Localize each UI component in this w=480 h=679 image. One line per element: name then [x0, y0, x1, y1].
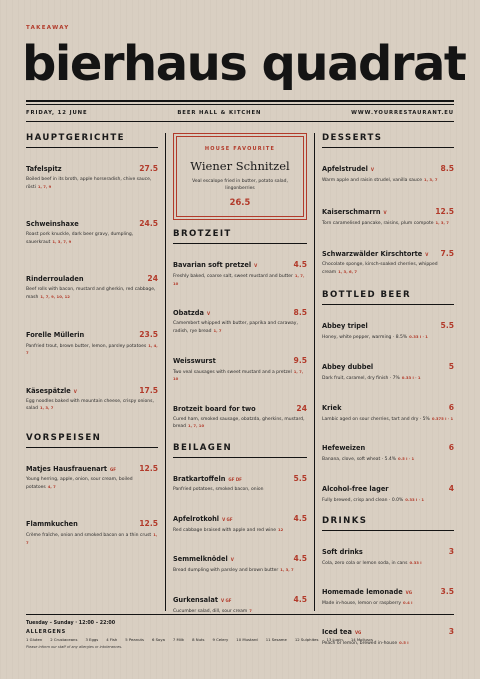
house-favourite-desc: Veal escalope fried in butter, potato salad, lingonberries: [192, 179, 288, 191]
allergen-codes: 1, 7: [213, 327, 222, 333]
allergen-codes: 1, 3, 7, 9: [52, 238, 72, 244]
house-favourite-inner: [176, 136, 304, 217]
menu-item-name: Alcohol-free lager: [322, 484, 389, 493]
house-favourite-label: HOUSE FAVOURITE: [204, 146, 276, 152]
menu-item-title: [322, 395, 341, 414]
menu-item-desc: [173, 321, 307, 335]
menu-item-desc-text: Beef rolls with bacon, mustard and gherkin, red cabbage, mash: [26, 287, 156, 300]
menu-item-desc: [322, 560, 454, 568]
section-heading-hauptgerichte: HAUPTGERICHTE: [26, 133, 158, 148]
menu-item-price: 12.5: [139, 519, 158, 529]
menu-item[interactable]: [173, 466, 307, 494]
menu-item-desc: [26, 343, 158, 358]
section-heading-vorspeisen: VORSPEISEN: [26, 433, 158, 448]
menu-item-row: [26, 456, 158, 475]
allergen-entry: 1 Gluten: [26, 637, 43, 642]
menu-item-row: [322, 354, 454, 373]
menu-item-row: [173, 348, 307, 367]
menu-item-desc-text: Panfried potatoes, smoked bacon, onion: [173, 486, 264, 492]
allergen-list: [26, 637, 454, 642]
house-favourite-name: Wiener Schnitzel: [190, 159, 290, 173]
menu-item-desc: [322, 334, 454, 342]
menu-item-desc-text: Warm apple and raisin strudel, vanilla sauce: [322, 178, 423, 183]
menu-item-desc: [173, 527, 307, 535]
eyebrow-label: TAKEAWAY: [26, 25, 70, 31]
menu-item-price: 27.5: [139, 164, 158, 173]
menu-item-row: [26, 156, 158, 175]
column-right: [322, 133, 454, 658]
menu-item-price: 24.5: [139, 219, 158, 229]
menu-item-name: Semmelknödel: [173, 555, 228, 564]
section-heading-beilagen: BEILAGEN: [173, 443, 307, 458]
menu-item-name: Soft drinks: [322, 548, 363, 557]
allergen-entry: 3 Eggs: [85, 637, 99, 642]
menu-item-title: [26, 511, 78, 530]
menu-item-desc-text: Young herring, apple, onion, sour cream, boiled potatoes: [26, 476, 133, 490]
menu-item-desc: [26, 287, 158, 301]
menu-item[interactable]: [173, 506, 307, 535]
menu-item-price: 4.5: [293, 554, 307, 564]
menu-item-desc-text: Freshly baked, coarse salt, sweet mustard and butter: [173, 274, 293, 280]
date-label: FRIDAY, 12 JUNE: [26, 110, 88, 116]
menu-item-desc-text: Peach or lemon, brewed in-house: [322, 640, 398, 646]
menu-item[interactable]: [322, 395, 454, 424]
menu-item-name: Kaiserschmarrn: [322, 207, 381, 216]
menu-item-row: [322, 579, 454, 598]
menu-item-price: 5.5: [440, 321, 454, 331]
menu-item-price: 3: [448, 547, 454, 557]
menu-item-name: Käsespätzle: [26, 386, 71, 395]
menu-item-desc: [322, 600, 454, 608]
menu-item-desc-text: Honey, white pepper, warming · 8.5%: [322, 335, 408, 341]
menu-item[interactable]: [322, 476, 454, 505]
menu-item-desc: [173, 487, 307, 494]
menu-item-desc: [322, 177, 454, 185]
allergen-codes: 1, 7: [26, 532, 158, 545]
menu-item-price: 9.5: [293, 355, 307, 365]
opening-hours: Tuesday – Sunday · 12:00 – 22:00: [26, 621, 116, 626]
menu-item-desc-text: Cucumber salad, dill, sour cream: [173, 608, 248, 614]
menu-item-price: 5: [448, 361, 454, 371]
bottled-beer-list: [322, 313, 454, 504]
hauptgerichte-list: [26, 156, 158, 413]
menu-item[interactable]: [322, 241, 454, 276]
allergen-codes: 1, 3, 7: [435, 219, 449, 225]
menu-item-price: 23.5: [139, 329, 158, 339]
menu-item-row: [173, 300, 307, 319]
menu-item-name: Flammkuchen: [26, 520, 78, 529]
menu-item-row: [322, 156, 454, 175]
info-bar: [26, 110, 454, 116]
menu-item-price: 8.5: [293, 308, 307, 318]
menu-item-title: [26, 266, 84, 285]
section-heading-drinks: DRINKS: [322, 516, 454, 531]
section-heading-brotzeit: BROTZEIT: [173, 229, 307, 244]
allergen-codes: 7: [249, 607, 252, 613]
header-rule-bottom: [26, 121, 454, 122]
menu-item-row: [322, 539, 454, 558]
menu-item-title: [173, 546, 234, 565]
menu-item-name: Apfelrotkohl: [173, 514, 220, 523]
menu-item-price: 12.5: [435, 206, 454, 216]
menu-item-desc: [173, 417, 307, 431]
allergen-codes: 1, 7, 10: [188, 423, 205, 429]
allergen-codes: 0.375 l · 1: [431, 415, 454, 421]
menu-item[interactable]: [173, 300, 307, 335]
menu-item[interactable]: [26, 511, 158, 547]
menu-item-desc: [173, 369, 307, 384]
menu-item-desc: [26, 532, 158, 547]
menu-item-price: 3: [448, 626, 454, 636]
menu-item-row: [173, 466, 307, 485]
menu-item-name: Abbey dubbel: [322, 362, 374, 371]
menu-item[interactable]: [173, 348, 307, 384]
allergen-note: Please inform our staff of any allergies or intolerances.: [26, 645, 123, 649]
subtitle-label: BEER HALL & KITCHEN: [177, 110, 262, 116]
menu-item[interactable]: [322, 313, 454, 342]
menu-item-title: [173, 506, 233, 525]
column-divider-1: [165, 133, 166, 611]
menu-item-price: 6: [448, 443, 454, 453]
allergens-heading: ALLERGENS: [26, 629, 67, 635]
menu-item-desc-text: Camembert whipped with butter, paprika and caraway, radish, rye bread: [173, 321, 298, 334]
section-heading-desserts: DESSERTS: [322, 133, 454, 148]
menu-item-desc: [322, 456, 454, 464]
menu-item-price: 4.5: [293, 260, 307, 270]
menu-item-name: Forelle Müllerin: [26, 330, 85, 339]
header-rule-top-thin: [26, 104, 454, 105]
menu-item-name: Tafelspitz: [26, 165, 62, 173]
menu-item-title: [322, 199, 387, 218]
brotzeit-list: [173, 252, 307, 431]
allergen-codes: 1, 7, 9: [37, 183, 52, 189]
diet-tag: V: [254, 263, 258, 269]
allergen-codes: 0.5 l: [399, 639, 409, 645]
menu-item-price: 7.5: [440, 249, 454, 259]
menu-item-desc-text: Bread dumpling with parsley and brown butter: [173, 568, 279, 574]
allergen-entry: 12 Sulphites: [294, 637, 319, 642]
menu-item-desc: [322, 220, 454, 228]
allergen-entry: 4 Fish: [106, 637, 118, 642]
diet-tag: V: [370, 167, 375, 172]
allergen-entry: 14 Molluscs: [350, 637, 374, 642]
menu-item-desc: [322, 375, 454, 383]
menu-item-title: [173, 466, 242, 485]
menu-item-row: [26, 322, 158, 341]
allergen-entry: 11 Sesame: [265, 637, 287, 642]
allergen-entry: 10 Mustard: [236, 637, 258, 642]
menu-item-row: [26, 511, 158, 530]
menu-item[interactable]: [322, 199, 454, 228]
column-middle: [173, 133, 307, 627]
menu-item-name: Hefeweizen: [322, 444, 366, 453]
menu-item-name: Schwarzwälder Kirschtorte: [322, 250, 423, 259]
house-favourite-box[interactable]: [173, 133, 307, 220]
menu-item-desc-text: Red cabbage braised with apple and red wine: [173, 527, 277, 533]
allergen-codes: 1, 3, 6, 7: [338, 268, 358, 274]
allergen-entry: 2 Crustaceans: [50, 637, 78, 642]
menu-item-row: [173, 396, 307, 415]
allergen-entry: 9 Celery: [212, 637, 229, 642]
menu-item-row: [26, 211, 158, 230]
menu-item-name: Gurkensalat: [173, 595, 218, 604]
menu-item-desc-text: Boiled beef in its broth, apple horseradish, chive sauce, rösti: [26, 177, 152, 190]
menu-item[interactable]: [26, 456, 158, 491]
menu-item-desc-text: Two veal sausages with sweet mustard and a pretzel: [173, 369, 292, 375]
menu-item-desc: [322, 262, 454, 276]
menu-item-title: [173, 587, 231, 606]
menu-item-desc-text: Crème fraîche, onion and smoked bacon on a thin crust: [26, 533, 152, 539]
menu-item-name: Abbey tripel: [322, 322, 368, 331]
allergen-codes: 12: [278, 526, 284, 532]
menu-item-name: Homemade lemonade: [322, 587, 403, 596]
menu-item-desc-text: Banana, clove, soft wheat · 5.4%: [322, 457, 397, 463]
menu-item[interactable]: [26, 156, 158, 191]
menu-item-desc-text: Roast pork knuckle, dark beer gravy, dumpling, sauerkraut: [26, 232, 134, 245]
column-left: [26, 133, 158, 567]
diet-tag: VG: [354, 629, 362, 635]
diet-tag: V: [230, 557, 234, 563]
menu-item-name: Apfelstrudel: [322, 165, 368, 173]
menu-item-price: 24: [147, 274, 158, 284]
menu-item-name: Iced tea: [322, 627, 352, 636]
diet-tag: V: [206, 311, 211, 317]
desserts-list: [322, 156, 454, 276]
menu-item-title: [322, 354, 373, 373]
menu-item-title: [173, 396, 256, 415]
menu-item-row: [173, 546, 307, 565]
allergen-codes: 0.33 l · 1: [409, 334, 428, 340]
menu-item-row: [322, 313, 454, 332]
allergen-codes: 0.5 l · 1: [398, 456, 415, 462]
diet-tag: V GF: [220, 597, 232, 603]
menu-item-price: 17.5: [139, 385, 158, 395]
allergen-entry: 13 Lupin: [326, 637, 343, 642]
menu-item[interactable]: [26, 378, 158, 413]
menu-item-price: 12.5: [139, 463, 158, 473]
diet-tag: V: [383, 209, 387, 215]
menu-item[interactable]: [26, 211, 158, 246]
menu-item-name: Bavarian soft pretzel: [173, 261, 252, 270]
menu-item-price: 6: [448, 402, 454, 412]
allergen-entry: 5 Peanuts: [125, 637, 144, 642]
menu-item[interactable]: [173, 587, 307, 616]
menu-item-desc: [26, 232, 158, 246]
menu-item-title: [322, 435, 365, 454]
diet-tag: GF: [110, 466, 117, 472]
menu-item[interactable]: [322, 579, 454, 608]
menu-item-name: Obatzda: [173, 309, 204, 318]
menu-item-title: [322, 313, 368, 332]
menu-item-desc-text: Cured ham, smoked sausage, obatzda, gherkins, mustard, bread: [173, 416, 305, 430]
vorspeisen-list: [26, 456, 158, 547]
menu-item-title: [26, 211, 79, 230]
allergen-codes: 0.33 l: [409, 560, 422, 566]
menu-item-title: [26, 456, 116, 475]
menu-item-title: [173, 300, 210, 319]
menu-item-desc: [173, 567, 307, 575]
menu-item[interactable]: [26, 322, 158, 358]
menu-item-row: [173, 252, 307, 271]
menu-item[interactable]: [322, 539, 454, 568]
website-link[interactable]: WWW.YOURRESTAURANT.EU: [351, 110, 454, 116]
menu-item-title: [173, 252, 257, 271]
menu-item[interactable]: [322, 435, 454, 464]
menu-item-price: 4.5: [293, 513, 307, 523]
menu-item-name: Matjes Hausfrauenart: [26, 464, 107, 473]
column-divider-2: [314, 133, 315, 611]
menu-item-title: [322, 241, 428, 260]
menu-item-desc: [26, 477, 158, 491]
menu-item-desc-text: Lambic aged on sour cherries, tart and dry · 5%: [322, 416, 430, 422]
house-favourite-price: 26.5: [229, 197, 251, 208]
menu-item-price: 5.5: [293, 473, 307, 483]
allergen-codes: 0.33 l · 1: [405, 496, 424, 502]
menu-item-desc-text: Cola, zero cola or lemon soda, in cans: [322, 561, 408, 567]
diet-tag: VG: [405, 589, 413, 595]
menu-item-row: [26, 378, 158, 397]
menu-item[interactable]: [173, 252, 307, 288]
menu-item-desc-text: Torn caramelised pancake, raisins, plum compote: [322, 220, 434, 226]
menu-item-name: Brotzeit board for two: [173, 404, 256, 413]
menu-item-name: Schweinshaxe: [26, 220, 79, 229]
allergen-codes: 4, 7: [47, 483, 56, 489]
menu-item-title: [322, 579, 412, 598]
menu-item-desc: [322, 416, 454, 424]
menu-item[interactable]: [173, 546, 307, 575]
footer: [26, 621, 454, 649]
menu-item[interactable]: [322, 354, 454, 383]
menu-item[interactable]: [173, 396, 307, 431]
menu-item-desc-text: Panfried trout, brown butter, lemon, parsley potatoes: [26, 343, 147, 349]
menu-item-title: [26, 378, 77, 397]
menu-item-name: Weisswurst: [173, 356, 216, 365]
footer-rule: [26, 614, 454, 615]
diet-tag: V: [425, 252, 429, 258]
menu-item-name: Kriek: [322, 403, 342, 412]
allergen-codes: 1, 3, 7: [424, 177, 438, 182]
menu-item-desc-text: Dark fruit, caramel, dry finish · 7%: [322, 375, 400, 381]
allergen-codes: 1, 7, 10: [173, 273, 305, 286]
menu-item-price: 4: [448, 483, 454, 493]
allergen-codes: 1, 3, 7: [39, 405, 54, 411]
header-rule-top: [26, 100, 454, 102]
allergen-codes: 0.4 l: [403, 599, 413, 605]
section-heading-bottled-beer: BOTTLED BEER: [322, 290, 454, 305]
diet-tag: V GF: [222, 516, 233, 522]
diet-tag: GF DF: [228, 476, 242, 482]
menu-item-row: [322, 435, 454, 454]
allergen-entry: 7 Milk: [172, 637, 185, 642]
menu-item-row: [322, 241, 454, 260]
allergen-codes: 1, 3, 7: [280, 567, 294, 573]
menu-item-price: 8.5: [440, 164, 454, 173]
menu-item-price: 24: [296, 403, 307, 413]
menu-item-desc: [322, 497, 454, 505]
beilagen-list: [173, 466, 307, 615]
menu-item-desc-text: Fully brewed, crisp and clean · 0.0%: [322, 497, 404, 503]
menu-item-desc: [26, 399, 158, 413]
allergen-codes: 1, 7, 9, 10, 12: [40, 293, 70, 299]
menu-item-title: [26, 322, 84, 341]
menu-item[interactable]: [26, 266, 158, 301]
menu-item-desc-text: Chocolate sponge, kirsch-soaked cherries, whipped cream: [322, 262, 438, 275]
menu-item-row: [173, 506, 307, 525]
menu-item-row: [26, 266, 158, 285]
menu-item[interactable]: [322, 156, 454, 185]
menu-item-price: 4.5: [293, 594, 307, 604]
diet-tag: V: [73, 388, 77, 394]
menu-item-row: [322, 199, 454, 218]
menu-item-title: [26, 156, 62, 175]
menu-item-desc-text: Egg noodles baked with mountain cheese, crispy onions, salad: [26, 398, 154, 412]
menu-item-name: Rinderrouladen: [26, 275, 84, 284]
menu-item-title: [322, 539, 363, 558]
allergen-codes: 1, 4, 7: [26, 342, 158, 356]
allergen-entry: 6 Soya: [151, 637, 165, 642]
menu-item-row: [322, 395, 454, 414]
allergen-codes: 1, 7, 10: [173, 368, 304, 382]
allergen-entry: 8 Nuts: [192, 637, 205, 642]
restaurant-title: bierhaus quadrat: [22, 36, 466, 92]
menu-item-title: [322, 156, 374, 175]
menu-item-price: 3.5: [440, 586, 454, 596]
allergen-codes: 0.33 l · 1: [401, 374, 421, 380]
menu-item-desc: [26, 177, 158, 191]
menu-item-row: [322, 476, 454, 495]
menu-item-desc: [173, 273, 307, 288]
menu-item-title: [322, 476, 389, 495]
menu-item-title: [173, 348, 216, 367]
menu-item-desc-text: Made in-house, lemon or raspberry: [322, 600, 402, 606]
menu-item-name: Bratkartoffeln: [173, 474, 226, 483]
menu-item-row: [173, 587, 307, 606]
